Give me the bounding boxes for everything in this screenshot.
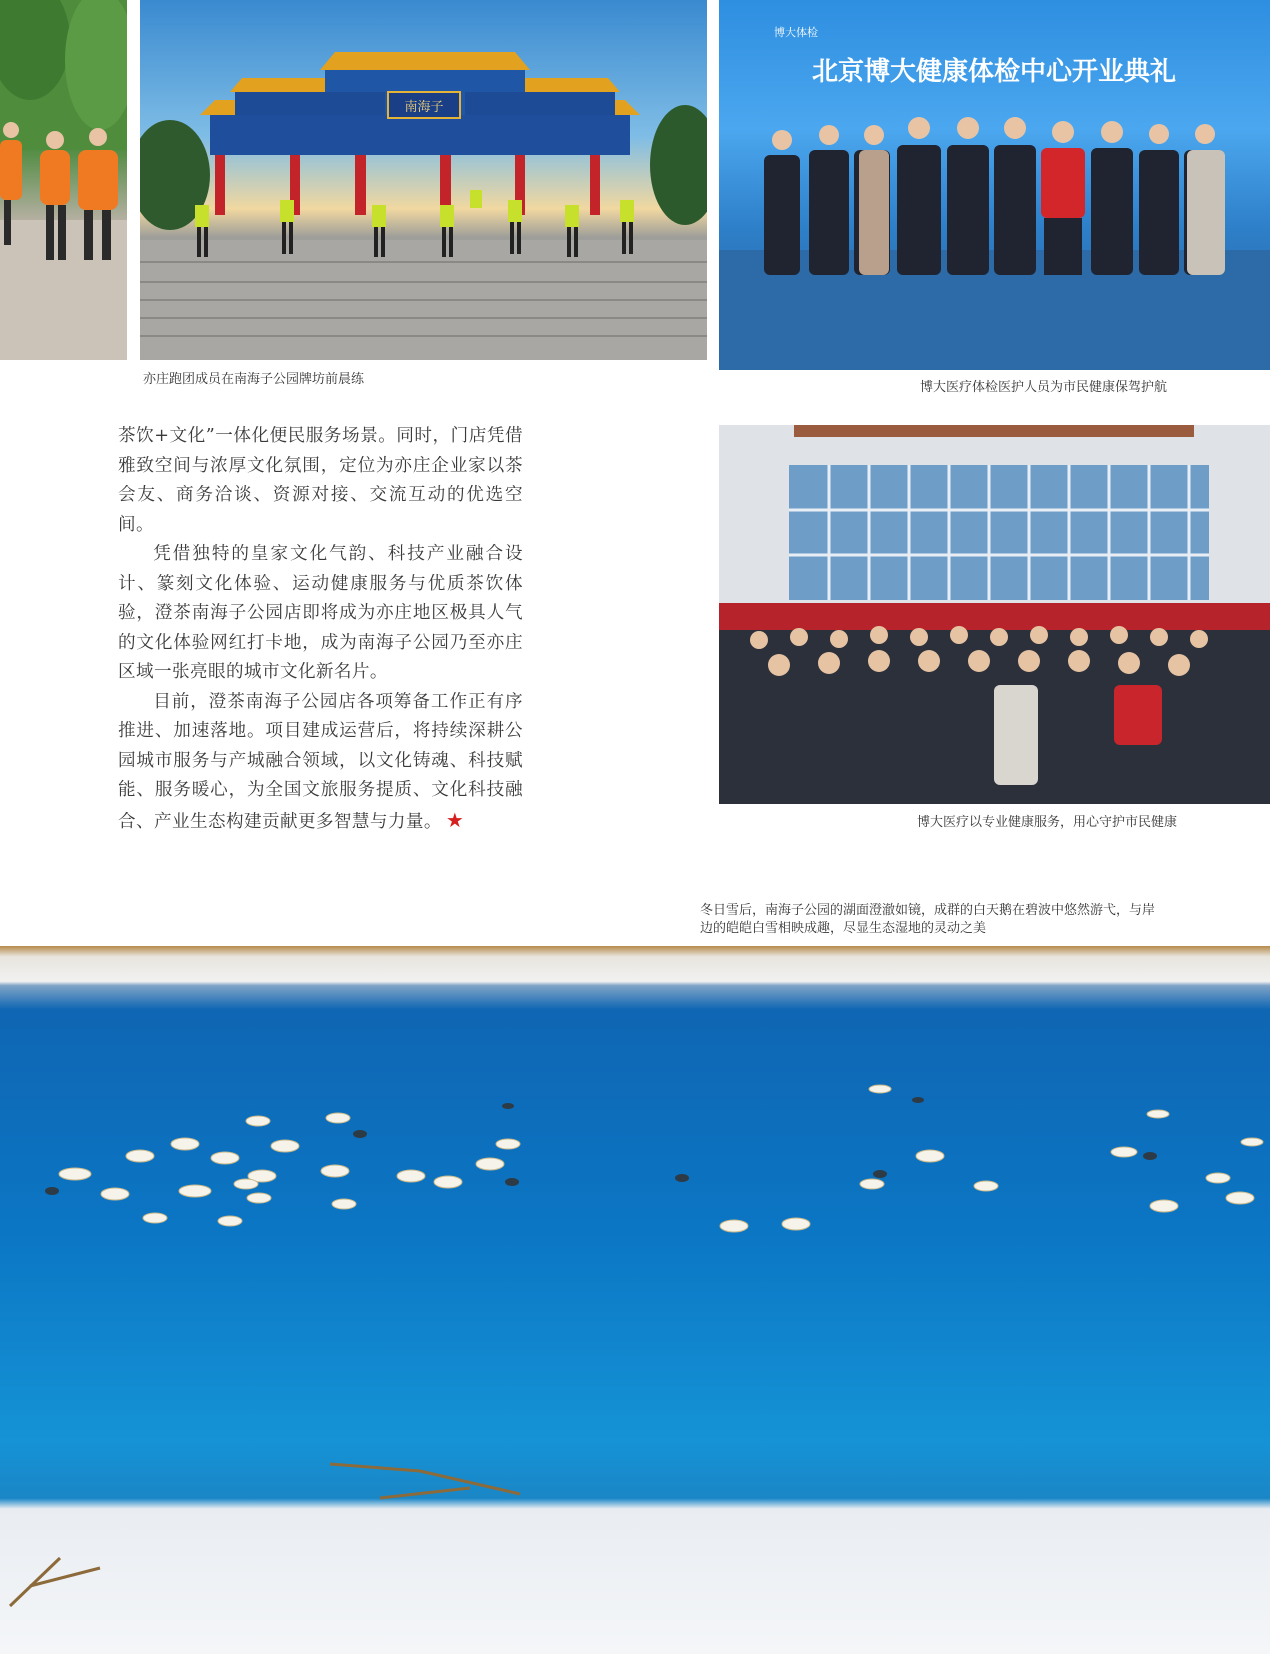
end-star-icon: ★ <box>445 807 465 832</box>
building-caption: 博大医疗以专业健康服务，用心守护市民健康 <box>917 815 1178 830</box>
ceremony-photo <box>719 0 1270 370</box>
swans-caption <box>700 902 1155 938</box>
archway-illustration <box>140 0 707 360</box>
runners-illustration <box>0 0 127 360</box>
ceremony-caption: 博大医疗体检医护人员为市民健康保驾护航 <box>920 380 1168 395</box>
article-paragraph-3 <box>118 688 523 838</box>
article-body <box>118 422 523 837</box>
runners-photo-left <box>0 0 127 360</box>
building-illustration <box>719 425 1270 804</box>
swans-caption-line-1: 冬日雪后，南海子公园的湖面澄澈如镜，成群的白天鹅在碧波中悠然游弋，与岸 <box>700 903 1156 918</box>
archway-photo <box>140 0 707 360</box>
banner-title-text: 北京博大健康体检中心开业典礼 <box>811 57 1177 87</box>
article-paragraph-3-text: 目前，澄茶南海子公园店各项筹备工作正有序推进、加速落地。项目建成运营后，将持续深耕公园城市服务与产城融合领域，以文化铸魂、科技赋能、服务暖心，为全国文旅服务提质、文化科技融合、产业生态构建贡献更多智慧与力量。 <box>118 691 523 832</box>
banner-logo-text: 博大体检 <box>774 26 818 39</box>
swan-lake-photo <box>0 946 1270 1654</box>
swan-lake-illustration <box>0 946 1270 1654</box>
article-paragraph-2: 凭借独特的皇家文化气韵、科技产业融合设计、篆刻文化体验、运动健康服务与优质茶饮体验，澄茶南海子公园店即将成为亦庄地区极具人气的文化体验网红打卡地，成为南海子公园乃至亦庄区域一张亮眼的城市文化新名片。 <box>118 544 523 682</box>
ceremony-illustration <box>719 0 1270 370</box>
archway-caption: 亦庄跑团成员在南海子公园牌坊前晨练 <box>143 372 365 387</box>
swans-caption-line-2: 边的皑皑白雪相映成趣，尽显生态湿地的灵动之美 <box>700 921 987 936</box>
building-photo <box>719 425 1270 804</box>
article-paragraph-1: 茶饮+文化”一体化便民服务场景。同时，门店凭借雅致空间与浓厚文化氛围，定位为亦庄企业家以茶会友、商务洽谈、资源对接、交流互动的优选空间。 <box>118 426 523 535</box>
gate-plaque-text: 南海子 <box>404 100 444 115</box>
